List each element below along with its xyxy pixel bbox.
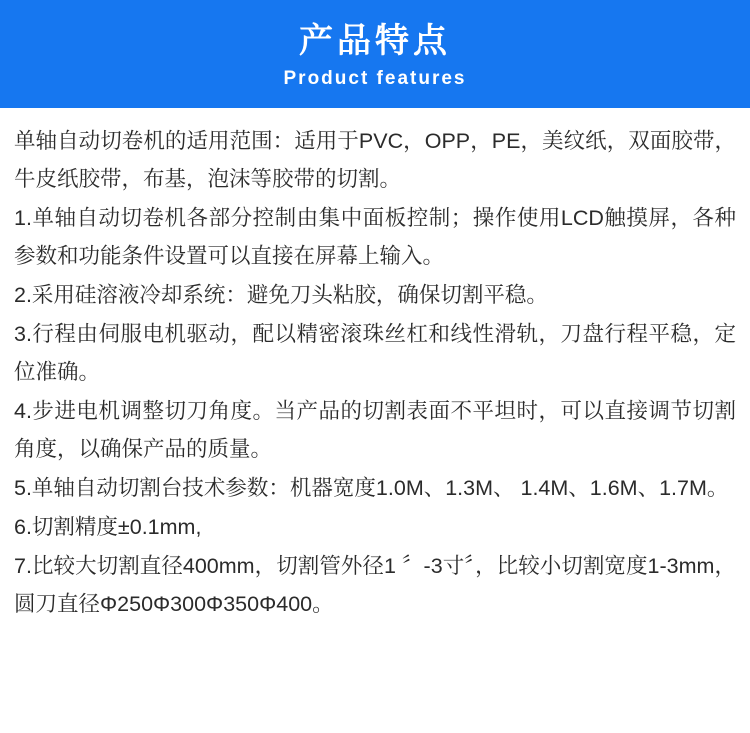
features-content	[0, 108, 750, 623]
page-title: 产品特点	[299, 22, 451, 60]
feature-paragraph: 3.行程由伺服电机驱动，配以精密滚珠丝杠和线性滑轨，刀盘行程平稳，定位准确。	[14, 322, 736, 384]
feature-paragraph: 1.单轴自动切卷机各部分控制由集中面板控制；操作使用LCD触摸屏，各种参数和功能条件设置可以直接在屏幕上输入。	[14, 206, 736, 268]
feature-paragraph: 4.步进电机调整切刀角度。当产品的切割表面不平坦时，可以直接调节切割角度，以确保产品的质量。	[14, 399, 736, 461]
feature-paragraph: 单轴自动切卷机的适用范围：适用于PVC，OPP，PE，美纹纸，双面胶带，牛皮纸胶带，布基，泡沫等胶带的切割。	[14, 129, 736, 191]
feature-paragraph: 5.单轴自动切割台技术参数：机器宽度1.0M、1.3M、 1.4M、1.6M、1.7M。	[14, 476, 729, 500]
feature-paragraph: 6.切割精度±0.1mm,	[14, 515, 202, 539]
page-header	[0, 0, 750, 108]
page-subtitle: Product features	[283, 68, 467, 89]
feature-paragraph: 2.采用硅溶液冷却系统：避免刀头粘胶，确保切割平稳。	[14, 283, 548, 307]
feature-paragraph: 7.比较大切割直径400mm，切割管外径1 〞-3寸〞，比较小切割宽度1-3mm，圆刀直径Φ250Φ300Φ350Φ400。	[14, 554, 736, 616]
